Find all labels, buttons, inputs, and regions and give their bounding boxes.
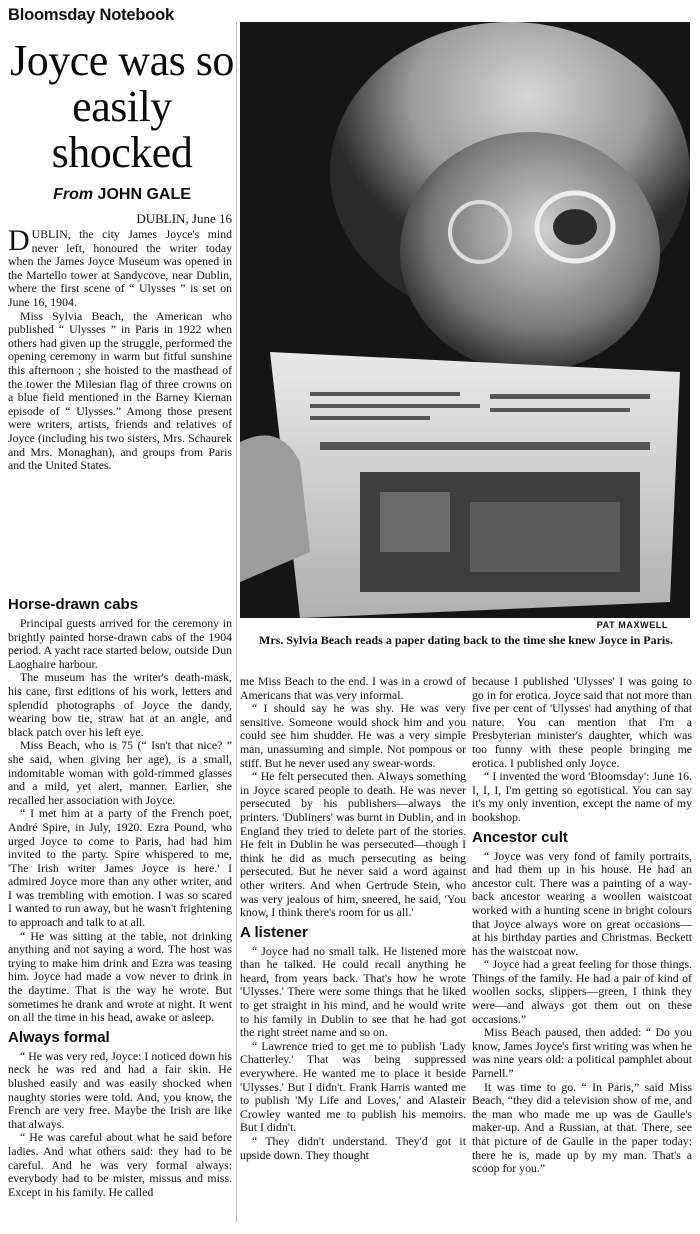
subhead-always-formal: Always formal [8,1028,110,1046]
paragraph: “ Lawrence tried to get me to publish 'Lady Chatterley.' That was being suppressed everywhere. He wanted me to place it beside 'Ulysses.' But I didn't. Frank Harris wanted me to publish 'My Life and Loves,' and Alasteir Crowley wanted me to publish his memoirs. But I didn't. [240,1038,466,1135]
article-column-1 [8,592,232,1199]
article-column-2 [240,675,466,1162]
paragraph: “ I met him at a party of the French poet, André Spire, in July, 1920. Ezra Pound, who urged Joyce to come to Paris, had had him invited to the party. Spire whispered to me, 'The Irish writer James Joyce is here.' I admired Joyce more than any other writer, and I was trembling with emotion. I was so scared I wanted to run away, but he wasn't frightening to approach and talk to at all. [8,806,232,930]
byline [8,186,236,204]
column-rule [236,22,237,1222]
paragraph: “ I invented the word 'Bloomsday': June 16. I, I, I, I'm getting so egotistical. You can say it's my only invention, except the name of my bookshop. [472,769,692,824]
paragraph: “ Joyce had no small talk. He listened more than he talked. He could recall anything he heard, from years back. That's how he wrote 'Ulysses.' There were some things that he liked to get straight in his mind, and he would write to his family in Dublin to see that he had got the right street name and so on. [240,943,466,1040]
paragraph: me Miss Beach to the end. I was in a crowd of Americans that was very informal. [240,674,466,702]
paragraph: “ Joyce had a great feeling for those things. Things of the family. He had a pair of kind of woollen socks, slippers—green, I think they were—and always got them out on these occasions.” [472,957,692,1026]
article-column-3 [472,675,692,1176]
paragraph-text: UBLIN, the city James Joyce's mind never left, honoured the writer today when the James Joyce Museum was opened in the Martello tower at Sandycove, near Dublin, where the first scene of “ Ulysses ” is set on June 16, 1904. [8,227,232,309]
photo-caption: Mrs. Sylvia Beach reads a paper dating back to the time she knew Joyce in Paris. [259,633,673,647]
paragraph: “ I should say he was shy. He was very sensitive. Someone would shock him and you could see him shudder. He was a very simple man, unassuming and simple. Not pompous or stiff. But he never used any swear-words. [240,701,466,770]
photo-sylvia-beach [240,22,690,618]
paragraph: Miss Sylvia Beach, the American who published “ Ulysses ” in Paris in 1922 when others had given up the struggle, performed the opening ceremony in warm but fitful sunshine this afternoon ; she hoisted to the masthead of the tower the Milesian flag of three crowns on a blue field mentioned in the Barney Kiernan episode of “ Ulysses.” Among those present were writers, artists, friends and relatives of Joyce (including his two sisters, Mrs. Schaurek and Mrs. Monaghan), and groups from Paris and the United States. [8,308,232,473]
byline-author: JOHN GALE [97,186,191,203]
photo-illustration [240,22,690,618]
subhead-ancestor-cult: Ancestor cult [472,828,568,846]
paragraph: “ He felt persecuted then. Always something in Joyce scared people to death. He was never persecuted by his publishers—always the printers. 'Dubliners' was burnt in Dublin, and in England they tried to delete part of the stories. He felt in Dublin he was persecuted—though I think he did as much persecuting as being persecuted. But he never said a word against other writers. And when Gertrude Stein, who was very jealous of him, sneered, he said, 'You know, I think there's room for us all.' [240,769,466,920]
subhead-a-listener: A listener [240,923,308,941]
section-kicker: Bloomsday Notebook [8,6,175,24]
paragraph: Miss Beach, who is 75 (“ Isn't that nice? ” she said, when giving her age), is a small, indomitable woman with gold-rimmed glasses and a mild, yet alert, manner. Earlier, she recalled her association with Joyce. [8,738,232,807]
paragraph: It was time to go. “ In Paris,” said Miss Beach, “they did a television show of me, and the man who made me up was de Gaulle's maker-up. And a Russian, at that. There, see that picture of de Gaulle in the paper today: there he is, made up by my man. That's a scoop for you.” [472,1079,692,1176]
paragraph: “ He was careful about what he said before ladies. And what others said: they had to be careful. And he was very formal always: everybody had to be mister, missus and miss. Except in his family. He called [8,1130,232,1199]
article-column-1-top [8,224,232,473]
photo-credit: PAT MAXWELL [596,620,668,630]
paragraph: “ He was sitting at the table, not drinking anything and not saying a word. The host was trying to make him drink and Ezra was teasing him. Joyce had made a vow never to drink in the daytime. That is the way he wrote. But sometimes he drank and wrote at night. It went on all the time in his head, awake or asleep. [8,928,232,1025]
subhead-horse-drawn-cabs: Horse-drawn cabs [8,596,139,613]
paragraph: “ They didn't understand. They'd got it upside down. They thought [240,1134,466,1162]
paragraph: Principal guests arrived for the ceremony in brightly painted horse-drawn cabs of the 1904 period. A yacht race started below, outside Dun Laoghaire harbour. [8,616,232,671]
dateline: DUBLIN, June 16 [136,211,232,226]
drop-cap: D [8,224,30,257]
paragraph: “ Joyce was very fond of family portraits, and had them up in his house. He had an ancestor cult. There was a painting of a way-back ancestor wearing a woollen waistcoat worked with a hunting scene in bright colours that Joyce always wore on great occasions—at his birthday parties and Christmas. Beckett has the waistcoat now. [472,848,692,958]
paragraph: because I published 'Ulysses' I was going to go in for erotica. Joyce said that not more than five per cent of 'Ulysses' had anything of that nature. You can mention that I'm a Presbyterian minister's daughter, which was too funny with these people bringing me erotica. I published only Joyce. [472,674,692,770]
byline-prefix: From [53,186,98,203]
paragraph: The museum has the writer's death-mask, his cane, first editions of his work, letters and splendid photographs of Joyce the dandy, wearing bow tie, straw hat at an angle, and black patch over his left eye. [8,670,232,739]
paragraph [8,224,232,310]
headline: Joyce was so easily shocked [10,36,234,177]
paragraph: “ He was very red, Joyce: I noticed down his neck he was red and had a fair skin. He blushed easily and was easily shocked when naughty stories were told. And, you know, the French are very free. Maybe the Irish are like that always. [8,1048,232,1131]
paragraph: Miss Beach paused, then added: “ Do you know, James Joyce's first writing was when he was nine years old: a political pamphlet about Parnell.” [472,1025,692,1081]
